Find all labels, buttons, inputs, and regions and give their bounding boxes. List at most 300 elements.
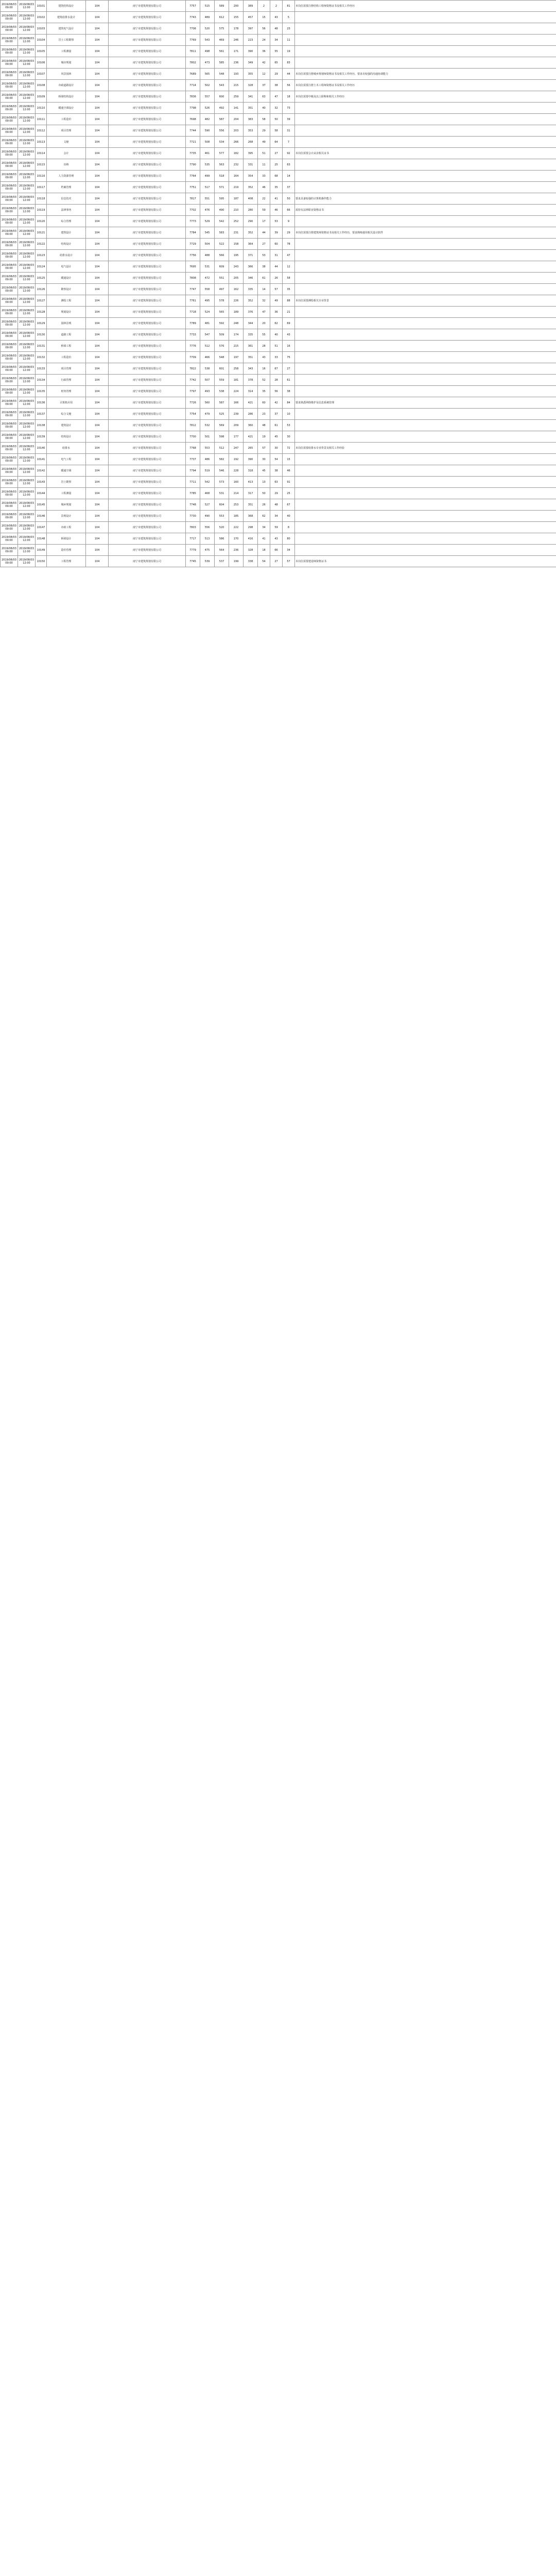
value-cell: 203 — [229, 125, 244, 137]
value-cell: 7803 — [186, 522, 200, 533]
table-row — [1, 35, 556, 46]
code-cell: 10110 — [36, 103, 47, 114]
value-cell: 7698 — [186, 114, 200, 125]
code-cell: 10140 — [36, 443, 47, 454]
value-cell: 246 — [229, 35, 244, 46]
table-row — [1, 352, 556, 363]
value-cell: 226 — [229, 295, 244, 307]
value-cell: 49 — [270, 295, 283, 307]
value-cell: 290 — [244, 216, 258, 227]
value-cell: 29 — [270, 69, 283, 80]
end-time-cell: 2019/08/03 12:00 — [18, 103, 36, 114]
value-cell: 54 — [270, 454, 283, 465]
note-cell — [295, 261, 556, 273]
count-cell: 104 — [86, 409, 109, 420]
organization-cell: 南宁市建筑规划有限公司 — [109, 488, 186, 499]
value-cell: 33 — [270, 352, 283, 363]
value-cell: 259 — [229, 91, 244, 103]
end-time-cell: 2019/08/03 12:00 — [18, 23, 36, 35]
value-cell: 286 — [244, 409, 258, 420]
count-cell: 104 — [86, 318, 109, 329]
value-cell: 601 — [215, 363, 229, 375]
position-name-cell: 工程测量 — [47, 488, 86, 499]
value-cell: 457 — [244, 12, 258, 23]
organization-cell: 南宁市建筑规划有限公司 — [109, 239, 186, 250]
value-cell: 577 — [215, 148, 229, 159]
value-cell: 476 — [200, 205, 215, 216]
position-name-cell: 综合管理 — [47, 216, 86, 227]
code-cell: 10117 — [36, 182, 47, 193]
value-cell: 36 — [258, 46, 270, 57]
value-cell: 166 — [229, 397, 244, 409]
end-time-cell: 2019/08/03 12:00 — [18, 35, 36, 46]
end-time-cell: 2019/08/03 12:00 — [18, 431, 36, 443]
start-time-cell: 2019/08/03 09:00 — [1, 295, 18, 307]
table-row — [1, 556, 556, 567]
note-cell — [295, 114, 556, 125]
start-time-cell: 2019/08/03 09:00 — [1, 171, 18, 182]
value-cell: 7748 — [186, 499, 200, 511]
value-cell: 7711 — [186, 477, 200, 488]
value-cell: 43 — [258, 352, 270, 363]
value-cell: 590 — [200, 125, 215, 137]
value-cell: 7721 — [186, 137, 200, 148]
value-cell: 258 — [229, 363, 244, 375]
value-cell: 204 — [229, 114, 244, 125]
position-name-cell: 测绘工程 — [47, 295, 86, 307]
start-time-cell: 2019/08/03 09:00 — [1, 137, 18, 148]
organization-cell: 南宁市建筑规划有限公司 — [109, 57, 186, 69]
value-cell: 64 — [270, 137, 283, 148]
start-time-cell: 2019/08/03 09:00 — [1, 35, 18, 46]
value-cell: 578 — [215, 295, 229, 307]
table-row — [1, 23, 556, 35]
end-time-cell: 2019/08/03 12:00 — [18, 499, 36, 511]
value-cell: 78 — [283, 239, 295, 250]
value-cell: 37 — [283, 182, 295, 193]
end-time-cell: 2019/08/03 12:00 — [18, 307, 36, 318]
end-time-cell: 2019/08/03 12:00 — [18, 488, 36, 499]
value-cell: 37 — [258, 80, 270, 91]
table-row — [1, 409, 556, 420]
note-cell: 本岗位需要注册城乡规划师资格证书及相关工作经历，要求有较强的沟通协调能力 — [295, 69, 556, 80]
value-cell: 38 — [270, 465, 283, 477]
table-row — [1, 182, 556, 193]
value-cell: 504 — [200, 239, 215, 250]
value-cell: 185 — [229, 511, 244, 522]
note-cell — [295, 545, 556, 556]
table-row — [1, 511, 556, 522]
value-cell: 228 — [229, 465, 244, 477]
code-cell: 10130 — [36, 329, 47, 341]
value-cell: 205 — [229, 273, 244, 284]
note-cell: 本岗位需要建造师资格证书 — [295, 556, 556, 567]
count-cell: 104 — [86, 273, 109, 284]
value-cell: 535 — [200, 159, 215, 171]
note-cell — [295, 341, 556, 352]
count-cell: 104 — [86, 307, 109, 318]
value-cell: 56 — [258, 23, 270, 35]
value-cell: 162 — [229, 284, 244, 295]
start-time-cell: 2019/08/03 09:00 — [1, 103, 18, 114]
value-cell: 55 — [258, 329, 270, 341]
code-cell: 10137 — [36, 409, 47, 420]
value-cell: 7798 — [186, 103, 200, 114]
value-cell: 546 — [215, 465, 229, 477]
value-cell: 7730 — [186, 511, 200, 522]
count-cell: 104 — [86, 216, 109, 227]
organization-cell: 南宁市建筑规划有限公司 — [109, 171, 186, 182]
value-cell: 361 — [244, 341, 258, 352]
start-time-cell: 2019/08/03 09:00 — [1, 273, 18, 284]
table-row — [1, 114, 556, 125]
count-cell: 104 — [86, 477, 109, 488]
position-name-cell: 暖通空调 — [47, 465, 86, 477]
count-cell: 104 — [86, 227, 109, 239]
table-row — [1, 386, 556, 397]
value-cell: 473 — [200, 57, 215, 69]
value-cell: 341 — [244, 91, 258, 103]
value-cell: 63 — [258, 91, 270, 103]
value-cell: 30 — [270, 443, 283, 454]
code-cell: 10113 — [36, 137, 47, 148]
code-cell: 10121 — [36, 227, 47, 239]
value-cell: 59 — [258, 205, 270, 216]
position-name-cell: 勘察设计 — [47, 284, 86, 295]
organization-cell: 南宁市建筑规划有限公司 — [109, 556, 186, 567]
table-row — [1, 239, 556, 250]
value-cell: 215 — [229, 80, 244, 91]
position-name-cell: 建筑设计 — [47, 227, 86, 239]
value-cell: 7773 — [186, 216, 200, 227]
start-time-cell: 2019/08/03 09:00 — [1, 80, 18, 91]
value-cell: 61 — [258, 273, 270, 284]
value-cell: 335 — [244, 329, 258, 341]
value-cell: 421 — [244, 431, 258, 443]
value-cell: 44 — [283, 69, 295, 80]
value-cell: 46 — [283, 465, 295, 477]
position-name-cell: 桥梁结构设计 — [47, 91, 86, 103]
note-cell — [295, 57, 556, 69]
value-cell: 12 — [283, 261, 295, 273]
value-cell: 75 — [283, 352, 295, 363]
organization-cell: 南宁市建筑规划有限公司 — [109, 522, 186, 533]
value-cell: 30 — [258, 454, 270, 465]
value-cell: 35 — [258, 386, 270, 397]
organization-cell: 南宁市建筑规划有限公司 — [109, 545, 186, 556]
organization-cell: 南宁市建筑规划有限公司 — [109, 12, 186, 23]
value-cell: 16 — [283, 341, 295, 352]
value-cell: 13 — [258, 477, 270, 488]
value-cell: 7700 — [186, 431, 200, 443]
note-cell — [295, 125, 556, 137]
organization-cell: 南宁市建筑规划有限公司 — [109, 511, 186, 522]
value-cell: 383 — [244, 114, 258, 125]
position-name-cell: 人力资源管理 — [47, 171, 86, 182]
code-cell: 10111 — [36, 114, 47, 125]
table-row — [1, 397, 556, 409]
code-cell: 10114 — [36, 148, 47, 159]
code-cell: 10128 — [36, 307, 47, 318]
note-cell — [295, 329, 556, 341]
position-name-cell: 造价管理 — [47, 545, 86, 556]
note-cell: 本岗位需要给排水专业背景及相关工作经验 — [295, 443, 556, 454]
value-cell: 489 — [200, 12, 215, 23]
value-cell: 41 — [270, 193, 283, 205]
value-cell: 45 — [258, 465, 270, 477]
value-cell: 525 — [215, 409, 229, 420]
value-cell: 30 — [283, 431, 295, 443]
value-cell: 589 — [215, 1, 229, 12]
value-cell: 7822 — [186, 363, 200, 375]
value-cell: 55 — [270, 46, 283, 57]
value-cell: 338 — [244, 556, 258, 567]
start-time-cell: 2019/08/03 09:00 — [1, 397, 18, 409]
organization-cell: 南宁市建筑规划有限公司 — [109, 35, 186, 46]
position-name-cell: 项目管理 — [47, 125, 86, 137]
value-cell: 344 — [244, 318, 258, 329]
code-cell: 10129 — [36, 318, 47, 329]
organization-cell: 南宁市建筑规划有限公司 — [109, 216, 186, 227]
organization-cell: 南宁市建筑规划有限公司 — [109, 114, 186, 125]
value-cell: 252 — [229, 216, 244, 227]
value-cell: 378 — [244, 375, 258, 386]
value-cell: 542 — [215, 216, 229, 227]
value-cell: 537 — [215, 556, 229, 567]
value-cell: 40 — [283, 511, 295, 522]
table-row — [1, 137, 556, 148]
position-name-cell: 桥梁设计 — [47, 533, 86, 545]
value-cell: 48 — [258, 420, 270, 431]
count-cell: 104 — [86, 454, 109, 465]
table-row — [1, 363, 556, 375]
count-cell: 104 — [86, 250, 109, 261]
start-time-cell: 2019/08/03 09:00 — [1, 57, 18, 69]
value-cell: 582 — [215, 454, 229, 465]
code-cell: 10122 — [36, 239, 47, 250]
value-cell: 31 — [270, 250, 283, 261]
code-cell: 10119 — [36, 205, 47, 216]
organization-cell: 南宁市建筑规划有限公司 — [109, 431, 186, 443]
value-cell: 569 — [215, 420, 229, 431]
value-cell: 351 — [244, 103, 258, 114]
table-row — [1, 318, 556, 329]
count-cell: 104 — [86, 556, 109, 567]
position-name-cell: 城乡规划 — [47, 499, 86, 511]
end-time-cell: 2019/08/03 12:00 — [18, 443, 36, 454]
position-name-cell: 景观设计 — [47, 511, 86, 522]
code-cell: 10148 — [36, 533, 47, 545]
value-cell: 538 — [215, 386, 229, 397]
position-name-cell: 结构设计 — [47, 239, 86, 250]
note-cell: 本岗位需要会计从业相关证书 — [295, 148, 556, 159]
count-cell: 104 — [86, 148, 109, 159]
value-cell: 58 — [258, 114, 270, 125]
value-cell: 192 — [229, 454, 244, 465]
value-cell: 7743 — [186, 12, 200, 23]
note-cell — [295, 159, 556, 171]
start-time-cell: 2019/08/03 09:00 — [1, 341, 18, 352]
code-cell: 10135 — [36, 386, 47, 397]
value-cell: 62 — [258, 511, 270, 522]
table-row — [1, 420, 556, 431]
table-row — [1, 80, 556, 91]
count-cell: 104 — [86, 1, 109, 12]
value-cell: 360 — [244, 420, 258, 431]
value-cell: 14 — [283, 171, 295, 182]
end-time-cell: 2019/08/03 12:00 — [18, 137, 36, 148]
count-cell: 104 — [86, 91, 109, 103]
value-cell: 47 — [258, 307, 270, 318]
value-cell: 38 — [258, 261, 270, 273]
value-cell: 7794 — [186, 465, 200, 477]
value-cell: 395 — [244, 148, 258, 159]
value-cell: 8 — [283, 522, 295, 533]
value-cell: 479 — [200, 409, 215, 420]
end-time-cell: 2019/08/03 12:00 — [18, 477, 36, 488]
organization-cell: 南宁市建筑规划有限公司 — [109, 284, 186, 295]
value-cell: 21 — [283, 307, 295, 318]
value-cell: 7802 — [186, 57, 200, 69]
value-cell: 265 — [244, 443, 258, 454]
position-name-cell: 计算机应用 — [47, 397, 86, 409]
value-cell: 29 — [258, 125, 270, 137]
count-cell: 104 — [86, 125, 109, 137]
code-cell: 10107 — [36, 69, 47, 80]
value-cell: 29 — [270, 488, 283, 499]
organization-cell: 南宁市建筑规划有限公司 — [109, 46, 186, 57]
count-cell: 104 — [86, 295, 109, 307]
value-cell: 53 — [258, 250, 270, 261]
table-row — [1, 171, 556, 182]
value-cell: 7756 — [186, 250, 200, 261]
count-cell: 104 — [86, 12, 109, 23]
note-cell — [295, 511, 556, 522]
value-cell: 46 — [270, 205, 283, 216]
value-cell: 498 — [200, 46, 215, 57]
count-cell: 104 — [86, 159, 109, 171]
start-time-cell: 2019/08/03 09:00 — [1, 511, 18, 522]
end-time-cell: 2019/08/03 12:00 — [18, 46, 36, 57]
position-name-cell: 给排水设计 — [47, 250, 86, 261]
value-cell: 335 — [244, 284, 258, 295]
value-cell: 236 — [229, 545, 244, 556]
position-name-cell: 市政工程 — [47, 522, 86, 533]
end-time-cell: 2019/08/03 12:00 — [18, 261, 36, 273]
end-time-cell: 2019/08/03 12:00 — [18, 159, 36, 171]
value-cell: 40 — [270, 329, 283, 341]
code-cell: 10143 — [36, 477, 47, 488]
value-cell: 41 — [258, 533, 270, 545]
note-cell — [295, 46, 556, 57]
start-time-cell: 2019/08/03 09:00 — [1, 205, 18, 216]
start-time-cell: 2019/08/03 09:00 — [1, 91, 18, 103]
value-cell: 524 — [200, 307, 215, 318]
count-cell: 104 — [86, 239, 109, 250]
value-cell: 587 — [215, 397, 229, 409]
value-cell: 19 — [283, 46, 295, 57]
table-row — [1, 12, 556, 23]
organization-cell: 南宁市建筑规划有限公司 — [109, 193, 186, 205]
value-cell: 28 — [270, 375, 283, 386]
value-cell: 397 — [244, 23, 258, 35]
value-cell: 189 — [229, 307, 244, 318]
start-time-cell: 2019/08/03 09:00 — [1, 12, 18, 23]
value-cell: 40 — [258, 103, 270, 114]
position-name-cell: 电气设计 — [47, 261, 86, 273]
value-cell: 11 — [283, 35, 295, 46]
code-cell: 10115 — [36, 159, 47, 171]
value-cell: 12 — [258, 69, 270, 80]
end-time-cell: 2019/08/03 12:00 — [18, 284, 36, 295]
start-time-cell: 2019/08/03 09:00 — [1, 533, 18, 545]
value-cell: 214 — [229, 488, 244, 499]
table-row — [1, 193, 556, 205]
value-cell: 531 — [215, 488, 229, 499]
value-cell: 232 — [229, 159, 244, 171]
organization-cell: 南宁市建筑规划有限公司 — [109, 477, 186, 488]
count-cell: 104 — [86, 261, 109, 273]
organization-cell: 南宁市建筑规划有限公司 — [109, 23, 186, 35]
value-cell: 7836 — [186, 91, 200, 103]
value-cell: 81 — [283, 1, 295, 12]
value-cell: 182 — [229, 148, 244, 159]
note-cell — [295, 318, 556, 329]
organization-cell: 南宁市建筑规划有限公司 — [109, 397, 186, 409]
value-cell: 15 — [258, 12, 270, 23]
value-cell: 492 — [215, 103, 229, 114]
note-cell — [295, 239, 556, 250]
end-time-cell: 2019/08/03 12:00 — [18, 193, 36, 205]
value-cell: 390 — [244, 46, 258, 57]
value-cell: 15 — [283, 454, 295, 465]
start-time-cell: 2019/08/03 09:00 — [1, 420, 18, 431]
count-cell: 104 — [86, 499, 109, 511]
end-time-cell: 2019/08/03 12:00 — [18, 273, 36, 284]
start-time-cell: 2019/08/03 09:00 — [1, 114, 18, 125]
value-cell: 170 — [229, 533, 244, 545]
table-row — [1, 522, 556, 533]
value-cell: 32 — [270, 103, 283, 114]
value-cell: 92 — [283, 148, 295, 159]
table-row — [1, 205, 556, 216]
code-cell: 10144 — [36, 488, 47, 499]
value-cell: 44 — [258, 227, 270, 239]
value-cell: 499 — [200, 171, 215, 182]
end-time-cell: 2019/08/03 12:00 — [18, 57, 36, 69]
position-name-cell: 出纳 — [47, 159, 86, 171]
organization-cell: 南宁市建筑规划有限公司 — [109, 137, 186, 148]
value-cell: 7737 — [186, 454, 200, 465]
value-cell: 7757 — [186, 1, 200, 12]
start-time-cell: 2019/08/03 09:00 — [1, 159, 18, 171]
end-time-cell: 2019/08/03 12:00 — [18, 522, 36, 533]
code-cell: 10103 — [36, 23, 47, 35]
table-row — [1, 57, 556, 69]
end-time-cell: 2019/08/03 12:00 — [18, 545, 36, 556]
value-cell: 39 — [283, 114, 295, 125]
count-cell: 104 — [86, 465, 109, 477]
value-cell: 7812 — [186, 420, 200, 431]
organization-cell: 南宁市建筑规划有限公司 — [109, 125, 186, 137]
value-cell: 7811 — [186, 46, 200, 57]
value-cell: 349 — [244, 57, 258, 69]
value-cell: 2 — [270, 1, 283, 12]
start-time-cell: 2019/08/03 09:00 — [1, 545, 18, 556]
table-row — [1, 499, 556, 511]
end-time-cell: 2019/08/03 12:00 — [18, 386, 36, 397]
value-cell: 351 — [244, 352, 258, 363]
